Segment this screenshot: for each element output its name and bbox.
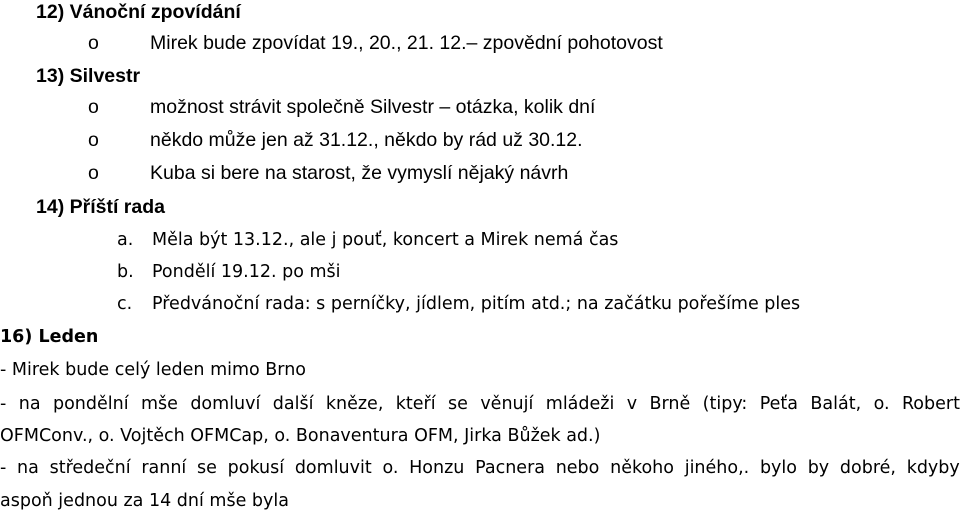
list-item-text: někdo může jen až 31.12., někdo by rád už 30.12. xyxy=(150,129,583,151)
word: v xyxy=(626,394,638,414)
list-item-text: možnost strávit společně Silvestr – otázka, kolik dní xyxy=(150,96,596,118)
list-item xyxy=(0,292,960,316)
word: o. xyxy=(873,394,890,414)
word: o. xyxy=(382,458,399,478)
section-heading-vanocni-zpovidani: 12) Vánoční zpovídání xyxy=(36,1,241,23)
list-item-text: Pondělí 19.12. po mši xyxy=(152,262,341,282)
list-item xyxy=(0,260,960,284)
word: - xyxy=(0,458,7,478)
list-item xyxy=(0,228,960,252)
list-bullet: o xyxy=(88,96,99,118)
word: mládeži xyxy=(545,394,615,414)
word: středeční xyxy=(49,458,131,478)
word: (tipy: xyxy=(702,394,748,414)
word: někoho xyxy=(610,458,674,478)
word: mše xyxy=(140,394,178,414)
word: by xyxy=(807,458,830,478)
list-item xyxy=(0,161,960,185)
list-item xyxy=(0,128,960,152)
section-heading-leden: 16) Leden xyxy=(0,327,99,347)
word: jiného,. xyxy=(684,458,750,478)
word: domluvit xyxy=(294,458,372,478)
list-marker: c. xyxy=(117,294,133,314)
list-item-text: Kuba si bere na starost, že vymyslí nějaký návrh xyxy=(150,162,569,184)
word: věnují xyxy=(480,394,534,414)
word: Robert xyxy=(901,394,960,414)
paragraph-line-justified xyxy=(0,392,960,416)
word: další xyxy=(272,394,314,414)
section-heading-silvestr: 13) Silvestr xyxy=(36,65,141,87)
paragraph-line: aspoň jednou za 14 dní mše byla xyxy=(0,491,289,511)
list-item-text: Mirek bude zpovídat 19., 20., 21. 12.– zpovědní pohotovost xyxy=(150,32,663,54)
word: se xyxy=(197,458,217,478)
word: Honzu xyxy=(409,458,465,478)
list-bullet: o xyxy=(88,129,99,151)
list-bullet: o xyxy=(88,162,99,184)
word: na xyxy=(17,458,39,478)
paragraph-line: OFMConv., o. Vojtěch OFMCap, o. Bonaventura OFM, Jirka Bůžek ad.) xyxy=(0,426,601,446)
word: Brně xyxy=(649,394,691,414)
word: ranní xyxy=(141,458,187,478)
word: kněze, xyxy=(325,394,384,414)
list-marker: a. xyxy=(117,230,134,250)
word: na xyxy=(18,394,41,414)
list-item xyxy=(0,31,960,55)
word: nebo xyxy=(555,458,600,478)
paragraph-line: - Mirek bude celý leden mimo Brno xyxy=(0,360,306,380)
paragraph-line-justified xyxy=(0,456,960,480)
word: Balát, xyxy=(810,394,862,414)
list-item-text: Měla být 13.12., ale j pouť, koncert a Mirek nemá čas xyxy=(152,230,619,250)
word: bylo xyxy=(759,458,797,478)
list-marker: b. xyxy=(117,262,134,282)
word: Peťa xyxy=(759,394,798,414)
word: se xyxy=(448,394,468,414)
word: pokusí xyxy=(227,458,285,478)
list-item-text: Předvánoční rada: s perníčky, jídlem, pitím atd.; na začátku pořešíme ples xyxy=(152,294,801,314)
list-bullet: o xyxy=(88,32,99,54)
word: kteří xyxy=(395,394,436,414)
section-heading-pristi-rada: 14) Příští rada xyxy=(36,196,165,218)
word: dobré, xyxy=(839,458,896,478)
word: pondělní xyxy=(52,394,129,414)
word: domluví xyxy=(190,394,261,414)
word: Pacnera xyxy=(475,458,545,478)
list-item xyxy=(0,95,960,119)
word: - xyxy=(0,394,7,414)
word: kdyby xyxy=(906,458,960,478)
